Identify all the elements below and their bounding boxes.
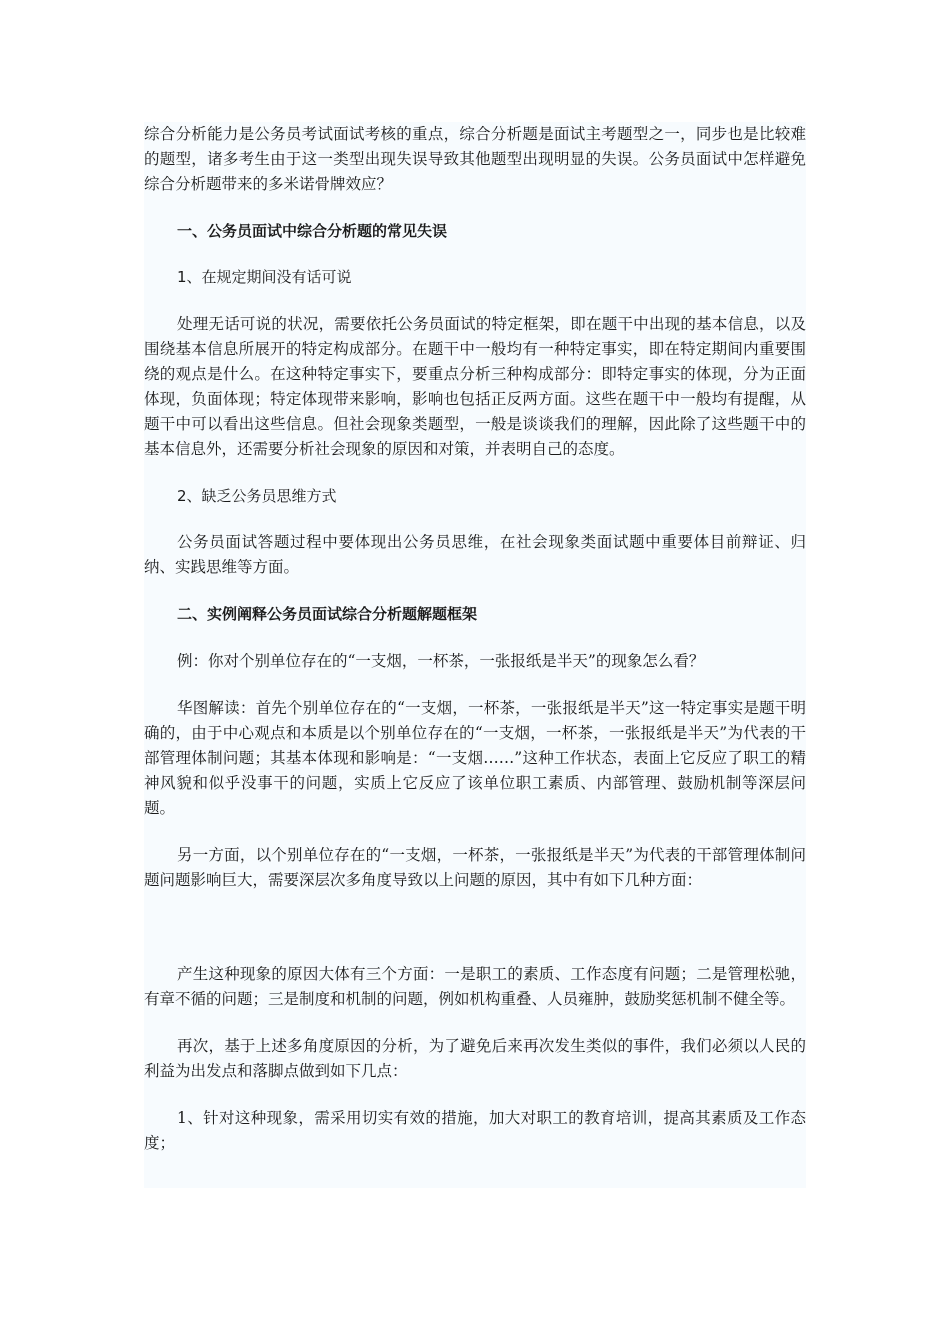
subheading-1: 1、在规定期间没有话可说 [177, 268, 352, 286]
body-paragraph: 公务员面试答题过程中要体现出公务员思维，在社会现象类面试题中重要体目前辩证、归纳、实践思维等方面。 [144, 533, 806, 576]
section-heading-1: 一、公务员面试中综合分析题的常见失误 [177, 222, 448, 240]
subheading-2: 2、缺乏公务员思维方式 [177, 487, 337, 505]
body-paragraph: 产生这种现象的原因大体有三个方面：一是职工的素质、工作态度有问题；二是管理松驰，有章不循的问题；三是制度和机制的问题，例如机构重叠、人员雍肿，鼓励奖惩机制不健全等。 [144, 965, 806, 1008]
body-paragraph: 华图解读：首先个别单位存在的“一支烟，一杯茶，一张报纸是半天”这一特定事实是题干明确的，由于中心观点和本质是以个别单位存在的“一支烟，一杯茶，一张报纸是半天”为代表的干部管理体制问题；其基本体现和影响是：“一支烟……”这种工作状态，表面上它反应了职工的精神风貌和似乎没事干的问题，实质上它反应了该单位职工素质、内部管理、鼓励机制等深层问题。 [144, 699, 806, 817]
body-paragraph: 处理无话可说的状况，需要依托公务员面试的特定框架，即在题干中出现的基本信息，以及围绕基本信息所展开的特定构成部分。在题干中一般均有一种特定事实，即在特定期间内重要围绕的观点是什么。在这种特定事实下，要重点分析三种构成部分：即特定事实的体现，分为正面体现，负面体现；特定体现带来影响，影响也包括正反两方面。这些在题干中一般均有提醒，从题干中可以看出这些信息。但社会现象类题型，一般是谈谈我们的理解，因此除了这些题干中的基本信息外，还需要分析社会现象的原因和对策，并表明自己的态度。 [144, 315, 806, 458]
section-heading-2: 二、实例阐释公务员面试综合分析题解题框架 [177, 605, 478, 623]
example-question: 例：你对个别单位存在的“一支烟，一杯茶，一张报纸是半天”的现象怎么看？ [177, 652, 705, 670]
body-paragraph: 再次，基于上述多角度原因的分析，为了避免后来再次发生类似的事件，我们必须以人民的利益为出发点和落脚点做到如下几点： [144, 1037, 806, 1080]
body-paragraph: 另一方面，以个别单位存在的“一支烟，一杯茶，一张报纸是半天”为代表的干部管理体制问题问题影响巨大，需要深层次多角度导致以上问题的原因，其中有如下几种方面： [144, 846, 806, 889]
list-item: 1、针对这种现象，需采用切实有效的措施，加大对职工的教育培训，提高其素质及工作态度； [144, 1109, 806, 1152]
intro-paragraph: 综合分析能力是公务员考试面试考核的重点，综合分析题是面试主考题型之一，同步也是比较难的题型，诸多考生由于这一类型出现失误导致其他题型出现明显的失误。公务员面试中怎样避免综合分析题带来的多米诺骨牌效应？ [144, 125, 806, 193]
article-body [144, 122, 806, 1188]
